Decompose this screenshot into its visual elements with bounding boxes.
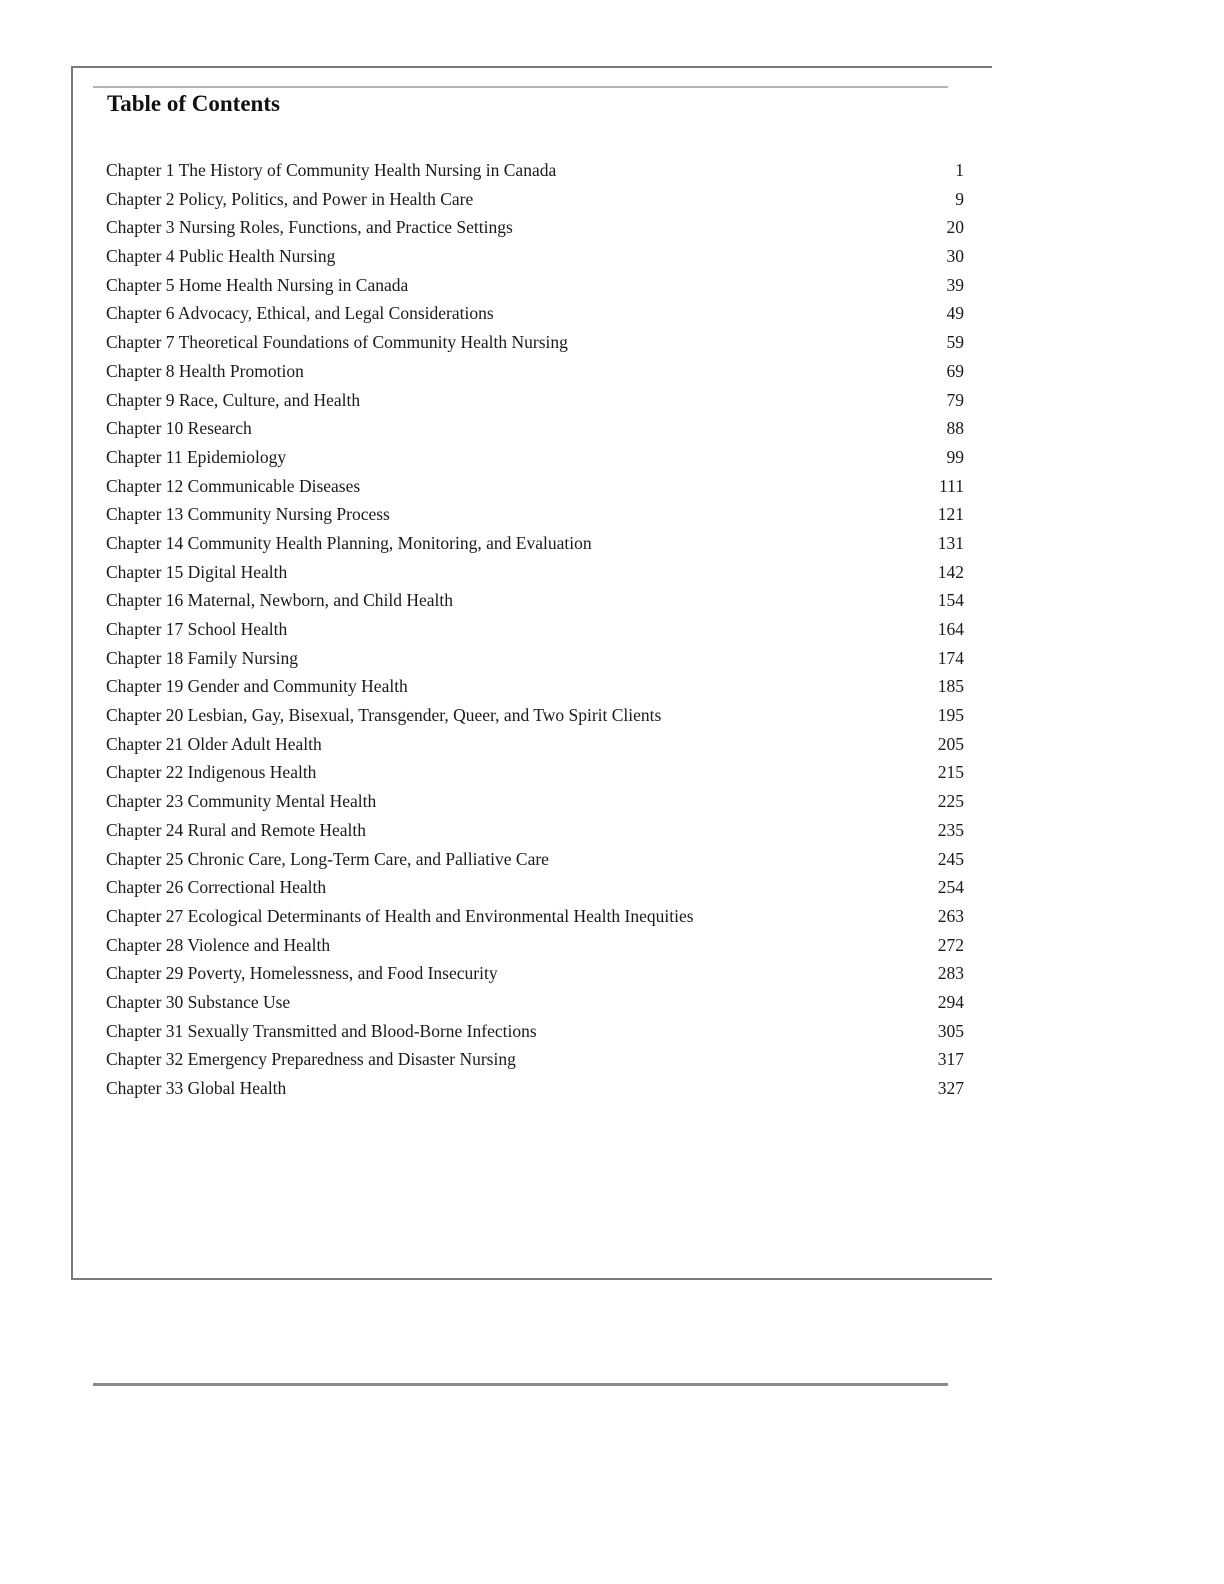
toc-page-number: 225 [937,791,964,812]
toc-entry-title: Chapter 22 Indigenous Health [106,762,317,783]
toc-entry [106,758,964,787]
toc-page-number: 20 [946,217,964,238]
toc-entry-title: Chapter 14 Community Health Planning, Monitoring, and Evaluation [106,532,592,553]
toc-page-number: 174 [937,647,964,668]
toc-entry [106,156,964,185]
bottom-divider [93,1383,948,1386]
toc-entry-title: Chapter 1 The History of Community Health Nursing in Canada [106,160,557,180]
toc-entry [106,586,964,615]
toc-page-number: 283 [937,963,964,984]
toc-entry [106,185,964,214]
toc-page-number: 327 [937,1078,964,1098]
toc-entry [106,1017,964,1046]
toc-entry [106,271,964,300]
toc-entry-title: Chapter 30 Substance Use [106,991,291,1012]
toc-entry-title: Chapter 9 Race, Culture, and Health [106,389,361,410]
toc-page-number: 164 [937,619,964,639]
toc-entry [106,558,964,587]
toc-entry [106,902,964,931]
toc-entry [106,730,964,759]
toc-entry [106,845,964,874]
toc-entry-title: Chapter 5 Home Health Nursing in Canada [106,274,409,295]
toc-entry-title: Chapter 2 Policy, Politics, and Power in Health Care [106,188,474,209]
toc-entry-title: Chapter 31 Sexually Transmitted and Blood-Borne Infections [106,1020,537,1041]
toc-page-number: 294 [937,991,964,1012]
toc-page-number: 235 [937,819,964,840]
toc-entry [106,328,964,357]
toc-page-number: 263 [937,905,964,926]
toc-entry-title: Chapter 19 Gender and Community Health [106,676,408,697]
page-title: Table of Contents [107,91,280,116]
toc-entry-title: Chapter 15 Digital Health [106,561,288,582]
toc-entry-title: Chapter 16 Maternal, Newborn, and Child Health [106,590,453,611]
toc-page-number: 30 [946,246,964,267]
toc-entry-title: Chapter 11 Epidemiology [106,446,287,467]
toc-entry [106,816,964,845]
toc-page-number: 272 [937,934,964,955]
toc-entry [106,242,964,271]
toc-entry-title: Chapter 23 Community Mental Health [106,791,377,812]
toc-entry-title: Chapter 28 Violence and Health [106,934,331,955]
toc-entry [106,472,964,501]
toc-entry-title: Chapter 32 Emergency Preparedness and Disaster Nursing [106,1049,516,1070]
toc-page-number: 215 [937,762,964,783]
toc-page-number: 142 [937,561,964,582]
toc-entry [106,1045,964,1074]
top-divider [93,86,948,88]
toc-page-number: 305 [937,1020,964,1041]
toc-entry-title: Chapter 10 Research [106,418,252,439]
toc-page-number: 88 [946,418,964,439]
toc-page-number: 131 [937,532,964,553]
toc-entry [106,414,964,443]
toc-page-number: 39 [946,274,964,295]
toc-entry-title: Chapter 24 Rural and Remote Health [106,819,366,840]
toc-page-number: 245 [937,848,964,869]
toc-entry-title: Chapter 4 Public Health Nursing [106,246,336,267]
toc-entry-title: Chapter 18 Family Nursing [106,647,298,668]
toc-entry-title: Chapter 7 Theoretical Foundations of Community Health Nursing [106,332,568,353]
toc-entry [106,500,964,529]
toc-entry-title: Chapter 3 Nursing Roles, Functions, and Practice Settings [106,217,513,238]
toc-page-number: 317 [937,1049,964,1070]
toc-entry [106,357,964,386]
toc-entry [106,644,964,673]
toc-page-number: 111 [939,475,964,496]
toc-entry-title: Chapter 21 Older Adult Health [106,733,322,754]
toc-entry-title: Chapter 13 Community Nursing Process [106,504,390,525]
toc-page-number: 49 [946,303,964,324]
toc-entry [106,959,964,988]
toc-page-number: 79 [946,389,964,410]
toc-page-number: 69 [946,360,964,381]
toc-entry [106,672,964,701]
toc-entry [106,386,964,415]
toc-page-number: 195 [937,705,964,726]
toc-list [106,156,964,1103]
toc-entry [106,615,964,644]
toc-entry-title: Chapter 33 Global Health [106,1078,287,1098]
toc-page-number: 9 [955,188,964,209]
toc-page-number: 99 [946,446,964,467]
toc-entry [106,1074,964,1103]
toc-page-number: 154 [937,590,964,611]
toc-page-number: 59 [946,332,964,353]
toc-entry-title: Chapter 29 Poverty, Homelessness, and Food Insecurity [106,963,498,984]
toc-page-number: 254 [937,877,964,898]
toc-page-number: 185 [937,676,964,697]
toc-entry-title: Chapter 27 Ecological Determinants of Health and Environmental Health Inequities [106,905,694,926]
toc-entry [106,299,964,328]
toc-entry [106,873,964,902]
toc-entry-title: Chapter 8 Health Promotion [106,360,304,381]
toc-entry [106,787,964,816]
toc-entry [106,213,964,242]
toc-entry-title: Chapter 26 Correctional Health [106,877,327,898]
toc-entry [106,931,964,960]
toc-entry [106,443,964,472]
toc-entry-title: Chapter 25 Chronic Care, Long-Term Care, and Palliative Care [106,848,549,869]
toc-entry [106,988,964,1017]
toc-entry-title: Chapter 6 Advocacy, Ethical, and Legal Considerations [106,303,494,324]
toc-entry [106,529,964,558]
toc-entry-title: Chapter 12 Communicable Diseases [106,475,361,496]
toc-entry-title: Chapter 20 Lesbian, Gay, Bisexual, Transgender, Queer, and Two Spirit Clients [106,705,662,726]
toc-entry-title: Chapter 17 School Health [106,619,288,639]
toc-page-number: 1 [955,160,964,180]
toc-page-number: 205 [937,733,964,754]
toc-entry [106,701,964,730]
toc-page-number: 121 [937,504,964,525]
